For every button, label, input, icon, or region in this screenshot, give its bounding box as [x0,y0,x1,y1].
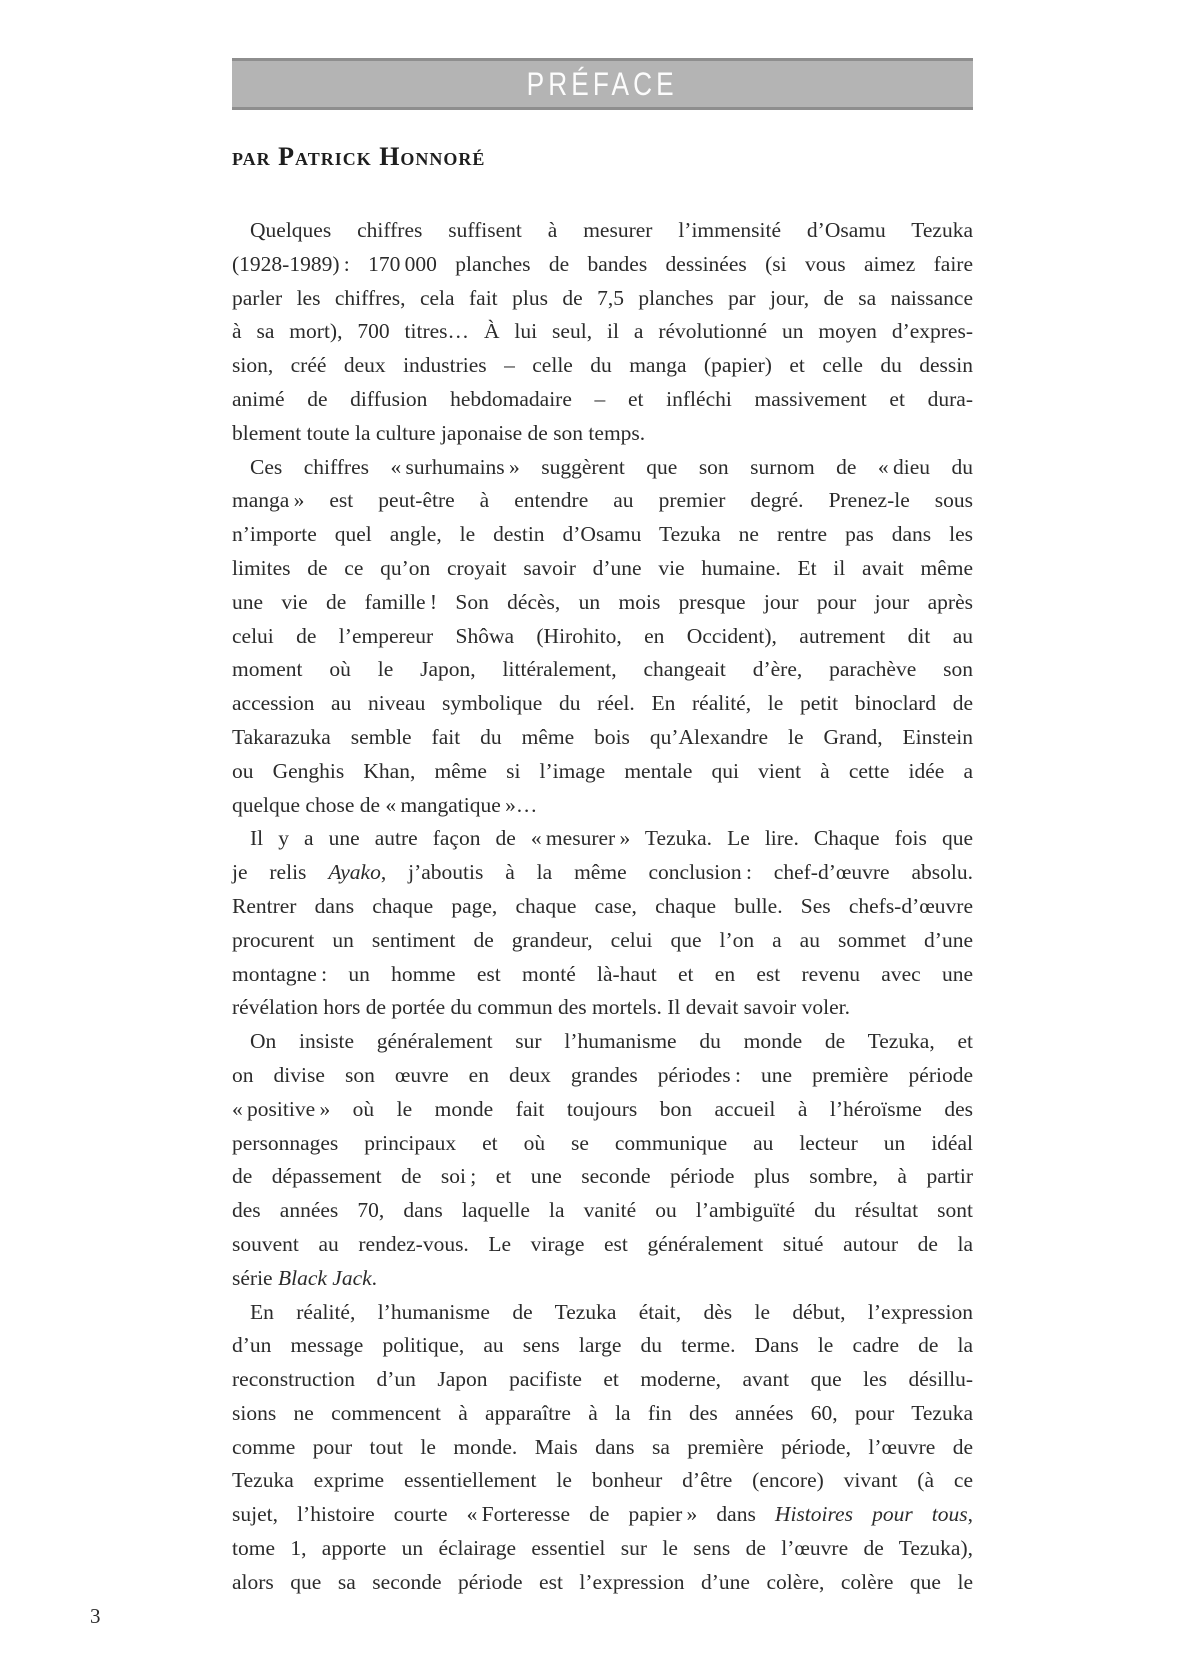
text-line: (1928-1989) : 170 000 planches de bandes dessinées (si vous aimez faire [232,251,973,276]
text-line: animé de diffusion hebdomadaire – et infléchi massivement et dura- [232,386,973,411]
text-line: sion, créé deux industries – celle du manga (papier) et celle du dessin [232,353,973,378]
text-line: des années 70, dans laquelle la vanité ou l’ambiguïté du résultat sont [232,1198,973,1223]
text-line: celui de l’empereur Shôwa (Hirohito, en Occident), autrement dit au [232,623,973,648]
chapter-banner [232,58,973,110]
text-line: procurent un sentiment de grandeur, celui que l’on a au sommet d’une [232,927,973,952]
text-line: limites de ce qu’on croyait savoir d’une vie humaine. Et il avait même [232,555,973,580]
article-body [232,214,973,1600]
text-line: quelque chose de « mangatique »… [232,792,538,817]
chapter-title: PRÉFACE [526,66,679,102]
text-line: révélation hors de portée du commun des mortels. Il devait savoir voler. [232,995,850,1020]
text-line: « positive » où le monde fait toujours bon accueil à l’héroïsme des [232,1096,973,1121]
text-line: série Black Jack. [232,1265,378,1290]
text-line: d’un message politique, au sens large du terme. Dans le cadre de la [232,1333,973,1358]
byline: par Patrick Honnoré [232,142,486,171]
page-number: 3 [90,1604,101,1628]
text-line: Rentrer dans chaque page, chaque case, chaque bulle. Ses chefs-d’œuvre [232,893,973,918]
text-line: comme pour tout le monde. Mais dans sa première période, l’œuvre de [232,1434,973,1459]
text-line: montagne : un homme est monté là-haut et en est revenu avec une [232,961,973,986]
text-line: Quelques chiffres suffisent à mesurer l’immensité d’Osamu Tezuka [250,218,973,242]
text-line: une vie de famille ! Son décès, un mois presque jour pour jour après [232,589,973,614]
text-line: Ces chiffres « surhumains » suggèrent que son surnom de « dieu du [250,454,973,479]
text-line: reconstruction d’un Japon pacifiste et moderne, avant que les désillu- [232,1367,973,1392]
text-line: On insiste généralement sur l’humanisme du monde de Tezuka, et [250,1029,973,1054]
text-line: ou Genghis Khan, même si l’image mentale qui vient à cette idée a [232,758,973,783]
text-line: En réalité, l’humanisme de Tezuka était, dès le début, l’expression [250,1299,973,1324]
text-line: de dépassement de soi ; et une seconde période plus sombre, à partir [232,1164,973,1189]
text-line: n’importe quel angle, le destin d’Osamu Tezuka ne rentre pas dans les [232,522,973,547]
text-line: sions ne commencent à apparaître à la fin des années 60, pour Tezuka [232,1400,973,1425]
text-line: on divise son œuvre en deux grandes périodes : une première période [232,1062,973,1087]
text-line: manga » est peut-être à entendre au premier degré. Prenez-le sous [232,488,973,513]
text-line: alors que sa seconde période est l’expression d’une colère, colère que le [232,1569,973,1594]
text-line: Tezuka exprime essentiellement le bonheur d’être (encore) vivant (à ce [232,1468,973,1493]
text-line: à sa mort), 700 titres… À lui seul, il a révolutionné un moyen d’expres- [232,319,973,344]
text-line: personnages principaux et où se communique au lecteur un idéal [232,1130,973,1155]
text-line: Takarazuka semble fait du même bois qu’Alexandre le Grand, Einstein [232,724,973,749]
text-line: Il y a une autre façon de « mesurer » Tezuka. Le lire. Chaque fois que [250,826,973,851]
text-line: souvent au rendez-vous. Le virage est généralement situé autour de la [232,1231,973,1256]
text-line: parler les chiffres, cela fait plus de 7,5 planches par jour, de sa naissance [232,285,973,310]
text-line: accession au niveau symbolique du réel. En réalité, le petit binoclard de [232,691,973,716]
text-line: moment où le Japon, littéralement, changeait d’ère, parachève son [232,657,973,682]
text-line: blement toute la culture japonaise de son temps. [232,420,646,445]
text-line: je relis Ayako, j’aboutis à la même conclusion : chef-d’œuvre absolu. [232,860,973,885]
text-line: sujet, l’histoire courte « Forteresse de papier » dans Histoires pour tous, [232,1502,973,1527]
text-line: tome 1, apporte un éclairage essentiel sur le sens de l’œuvre de Tezuka), [232,1536,973,1561]
